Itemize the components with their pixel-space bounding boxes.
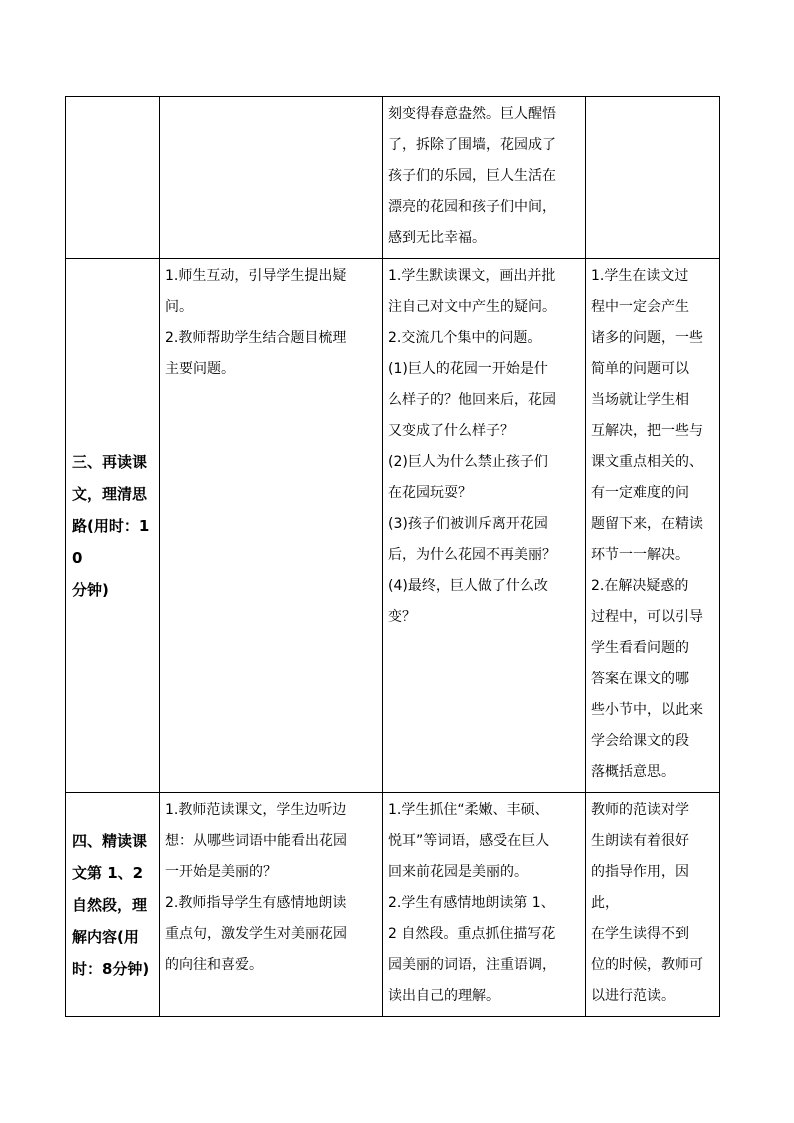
cell-text-line: 位的时候，教师可 (591, 957, 703, 973)
cell-text-line: 答案在课文的哪 (591, 671, 689, 687)
cell-text-line: 漂亮的花园和孩子们中间， (388, 199, 556, 215)
cell-text-line: 课文重点相关的、 (591, 454, 703, 470)
cell-text-line: 孩子们的乐园，巨人生活在 (388, 168, 556, 184)
cell-text-line: 重点句，激发学生对美丽花园 (165, 926, 347, 942)
design-intent-cell (586, 793, 720, 1017)
cell-text-line: 2.学生有感情地朗读第 1、 (388, 895, 555, 911)
cell-text-line: 文第 1、2 (72, 863, 144, 882)
cell-text-line: 教师的范读对学 (591, 802, 689, 818)
cell-text-line: 些小节中，以此来 (591, 702, 703, 718)
cell-text-line: 1.学生抓住“柔嫩、丰硕、 (388, 802, 549, 818)
cell-text-line: 回来前花园是美丽的。 (388, 864, 528, 880)
cell-text-line: 三、再读课 (72, 452, 148, 471)
cell-text-line: 路(用时：10 (72, 516, 150, 567)
cell-text-line: (2)巨人为什么禁止孩子们 (388, 454, 548, 470)
stage-cell (66, 97, 160, 259)
cell-text-line: 有一定难度的问 (591, 485, 689, 501)
cell-text-line: 在花园玩耍？ (388, 485, 472, 501)
stage-cell (66, 259, 160, 793)
cell-text-line: 么样子的？他回来后，花园 (388, 392, 556, 408)
student-activity-cell (383, 793, 586, 1017)
cell-text-line: 问。 (165, 299, 193, 315)
cell-text-line: 题留下来，在精读 (591, 516, 703, 532)
cell-text-line: 的向往和喜爱。 (165, 957, 263, 973)
cell-text-line: (1)巨人的花园一开始是什 (388, 361, 548, 377)
cell-text-line: 解内容(用 (72, 927, 139, 946)
cell-text-line: (3)孩子们被训斥离开花园 (388, 516, 548, 532)
cell-text-line: 了，拆除了围墙，花园成了 (388, 137, 556, 153)
cell-text-line: 以进行范读。 (591, 988, 675, 1004)
cell-text-line: 的指导作用，因此， (591, 864, 689, 911)
cell-text-line: 主要问题。 (165, 361, 235, 377)
teacher-activity-cell (160, 97, 383, 259)
student-activity-cell (383, 259, 586, 793)
cell-text-line: 学会给课文的段 (591, 733, 689, 749)
student-activity-cell (383, 97, 586, 259)
cell-text-line: 又变成了什么样子？ (388, 423, 514, 439)
cell-text-line: 刻变得春意盎然。巨人醒悟 (388, 106, 556, 122)
design-intent-cell (586, 259, 720, 793)
table-row (66, 97, 720, 259)
cell-text-line: 2.交流几个集中的问题。 (388, 330, 542, 346)
cell-text-line: 时：8分钟) (72, 959, 150, 978)
cell-text-line: 互解决，把一些与 (591, 423, 703, 439)
design-intent-cell (586, 97, 720, 259)
cell-text-line: 1.教师范读课文，学生边听边 (165, 802, 347, 818)
cell-text-line: 自然段，理 (72, 895, 148, 914)
cell-text-line: 想：从哪些词语中能看出花园 (165, 833, 347, 849)
cell-text-line: 生朗读有着很好 (591, 833, 689, 849)
cell-text-line: 2.教师帮助学生结合题目梳理 (165, 330, 347, 346)
table-row (66, 793, 720, 1017)
cell-text-line: 程中一定会产生 (591, 299, 689, 315)
cell-text-line: 读出自己的理解。 (388, 988, 500, 1004)
cell-text-line: 注自己对文中产生的疑问。 (388, 299, 556, 315)
cell-text-line: 简单的问题可以 (591, 361, 689, 377)
cell-text-line: 2.在解决疑惑的 (591, 578, 689, 594)
cell-text-line: 感到无比幸福。 (388, 230, 486, 246)
cell-text-line: 2.教师指导学生有感情地朗读 (165, 895, 347, 911)
teacher-activity-cell (160, 793, 383, 1017)
cell-text-line: 园美丽的词语，注重语调， (388, 957, 556, 973)
cell-text-line: 环节一一解决。 (591, 547, 689, 563)
cell-text-line: 四、精读课 (72, 831, 148, 850)
cell-text-line: 当场就让学生相 (591, 392, 689, 408)
cell-text-line: 落概括意思。 (591, 764, 675, 780)
lesson-plan-table (65, 96, 720, 1017)
cell-text-line: 2 自然段。重点抓住描写花 (388, 926, 556, 942)
stage-cell (66, 793, 160, 1017)
cell-text-line: 过程中，可以引导 (591, 609, 703, 625)
cell-text-line: 在学生读得不到 (591, 926, 689, 942)
cell-text-line: 分钟) (72, 580, 109, 599)
cell-text-line: 1.学生默读课文，画出并批 (388, 268, 556, 284)
cell-text-line: (4)最终，巨人做了什么改 (388, 578, 548, 594)
cell-text-line: 一开始是美丽的？ (165, 864, 277, 880)
cell-text-line: 诸多的问题，一些 (591, 330, 703, 346)
table-row (66, 259, 720, 793)
teacher-activity-cell (160, 259, 383, 793)
cell-text-line: 学生看看问题的 (591, 640, 689, 656)
cell-text-line: 后，为什么花园不再美丽？ (388, 547, 556, 563)
cell-text-line: 1.学生在读文过 (591, 268, 689, 284)
cell-text-line: 文，理清思 (72, 484, 148, 503)
cell-text-line: 变？ (388, 609, 416, 625)
cell-text-line: 1.师生互动，引导学生提出疑 (165, 268, 347, 284)
cell-text-line: 悦耳”等词语，感受在巨人 (388, 833, 550, 849)
